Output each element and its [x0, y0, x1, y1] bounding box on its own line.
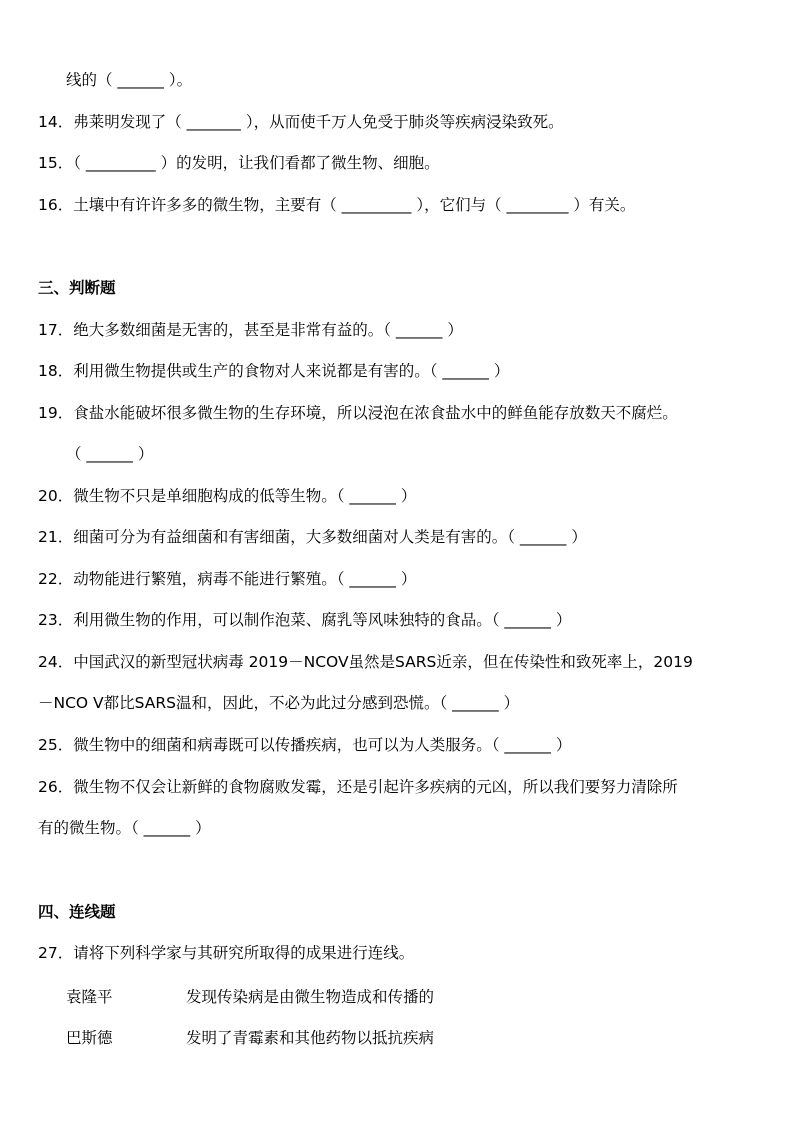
question-14: 14．弗莱明发现了（ _______ ），从而使千万人免受于肺炎等疾病浸染致死。 [38, 113, 564, 131]
question-19: 19．食盐水能破坏很多微生物的生存环境，所以浸泡在浓食盐水中的鲜鱼能存放数天不腐烂。 [38, 404, 678, 422]
question-26-continued: 有的微生物。（ ______ ） [38, 819, 211, 837]
section-matching-heading: 四、连线题 [38, 903, 116, 921]
question-20: 20．微生物不只是单细胞构成的低等生物。（ ______ ） [38, 487, 417, 505]
question-22: 22．动物能进行繁殖，病毒不能进行繁殖。（ ______ ） [38, 570, 417, 588]
achievement-text: 发现传染病是由微生物造成和传播的 [186, 988, 435, 1006]
question-13-continued: 线的（ ______ ）。 [66, 71, 193, 89]
question-24-continued: －NCO V都比SARS温和，因此，不必为此过分感到恐慌。（ ______ ） [38, 694, 520, 712]
question-15: 15．（ _________ ）的发明，让我们看都了微生物、细胞。 [38, 154, 440, 172]
question-17: 17．绝大多数细菌是无害的，甚至是非常有益的。（ ______ ） [38, 321, 463, 339]
question-16: 16．土壤中有许许多多的微生物，主要有（ _________ ），它们与（ ________ ）有关。 [38, 196, 636, 214]
scientist-name: 袁隆平 [66, 988, 113, 1006]
section-judgement-heading: 三、判断题 [38, 279, 116, 297]
question-21: 21．细菌可分为有益细菌和有害细菌，大多数细菌对人类是有害的。（ ______ ） [38, 528, 587, 546]
question-18: 18．利用微生物提供或生产的食物对人来说都是有害的。（ ______ ） [38, 362, 510, 380]
question-26: 26．微生物不仅会让新鲜的食物腐败发霉，还是引起许多疾病的元凶，所以我们要努力清除所 [38, 778, 678, 796]
achievement-text: 发明了青霉素和其他药物以抵抗疾病 [186, 1029, 435, 1047]
question-19-answer: （ ______ ） [66, 445, 154, 463]
question-25: 25．微生物中的细菌和病毒既可以传播疾病，也可以为人类服务。（ ______ ） [38, 736, 572, 754]
question-24: 24．中国武汉的新型冠状病毒 2019－NCOV虽然是SARS近亲，但在传染性和致死率上，2019 [38, 653, 693, 671]
scientist-name: 巴斯德 [66, 1029, 113, 1047]
question-27: 27．请将下列科学家与其研究所取得的成果进行连线。 [38, 944, 415, 962]
question-23: 23．利用微生物的作用，可以制作泡菜、腐乳等风味独特的食品。（ ______ ） [38, 611, 572, 629]
